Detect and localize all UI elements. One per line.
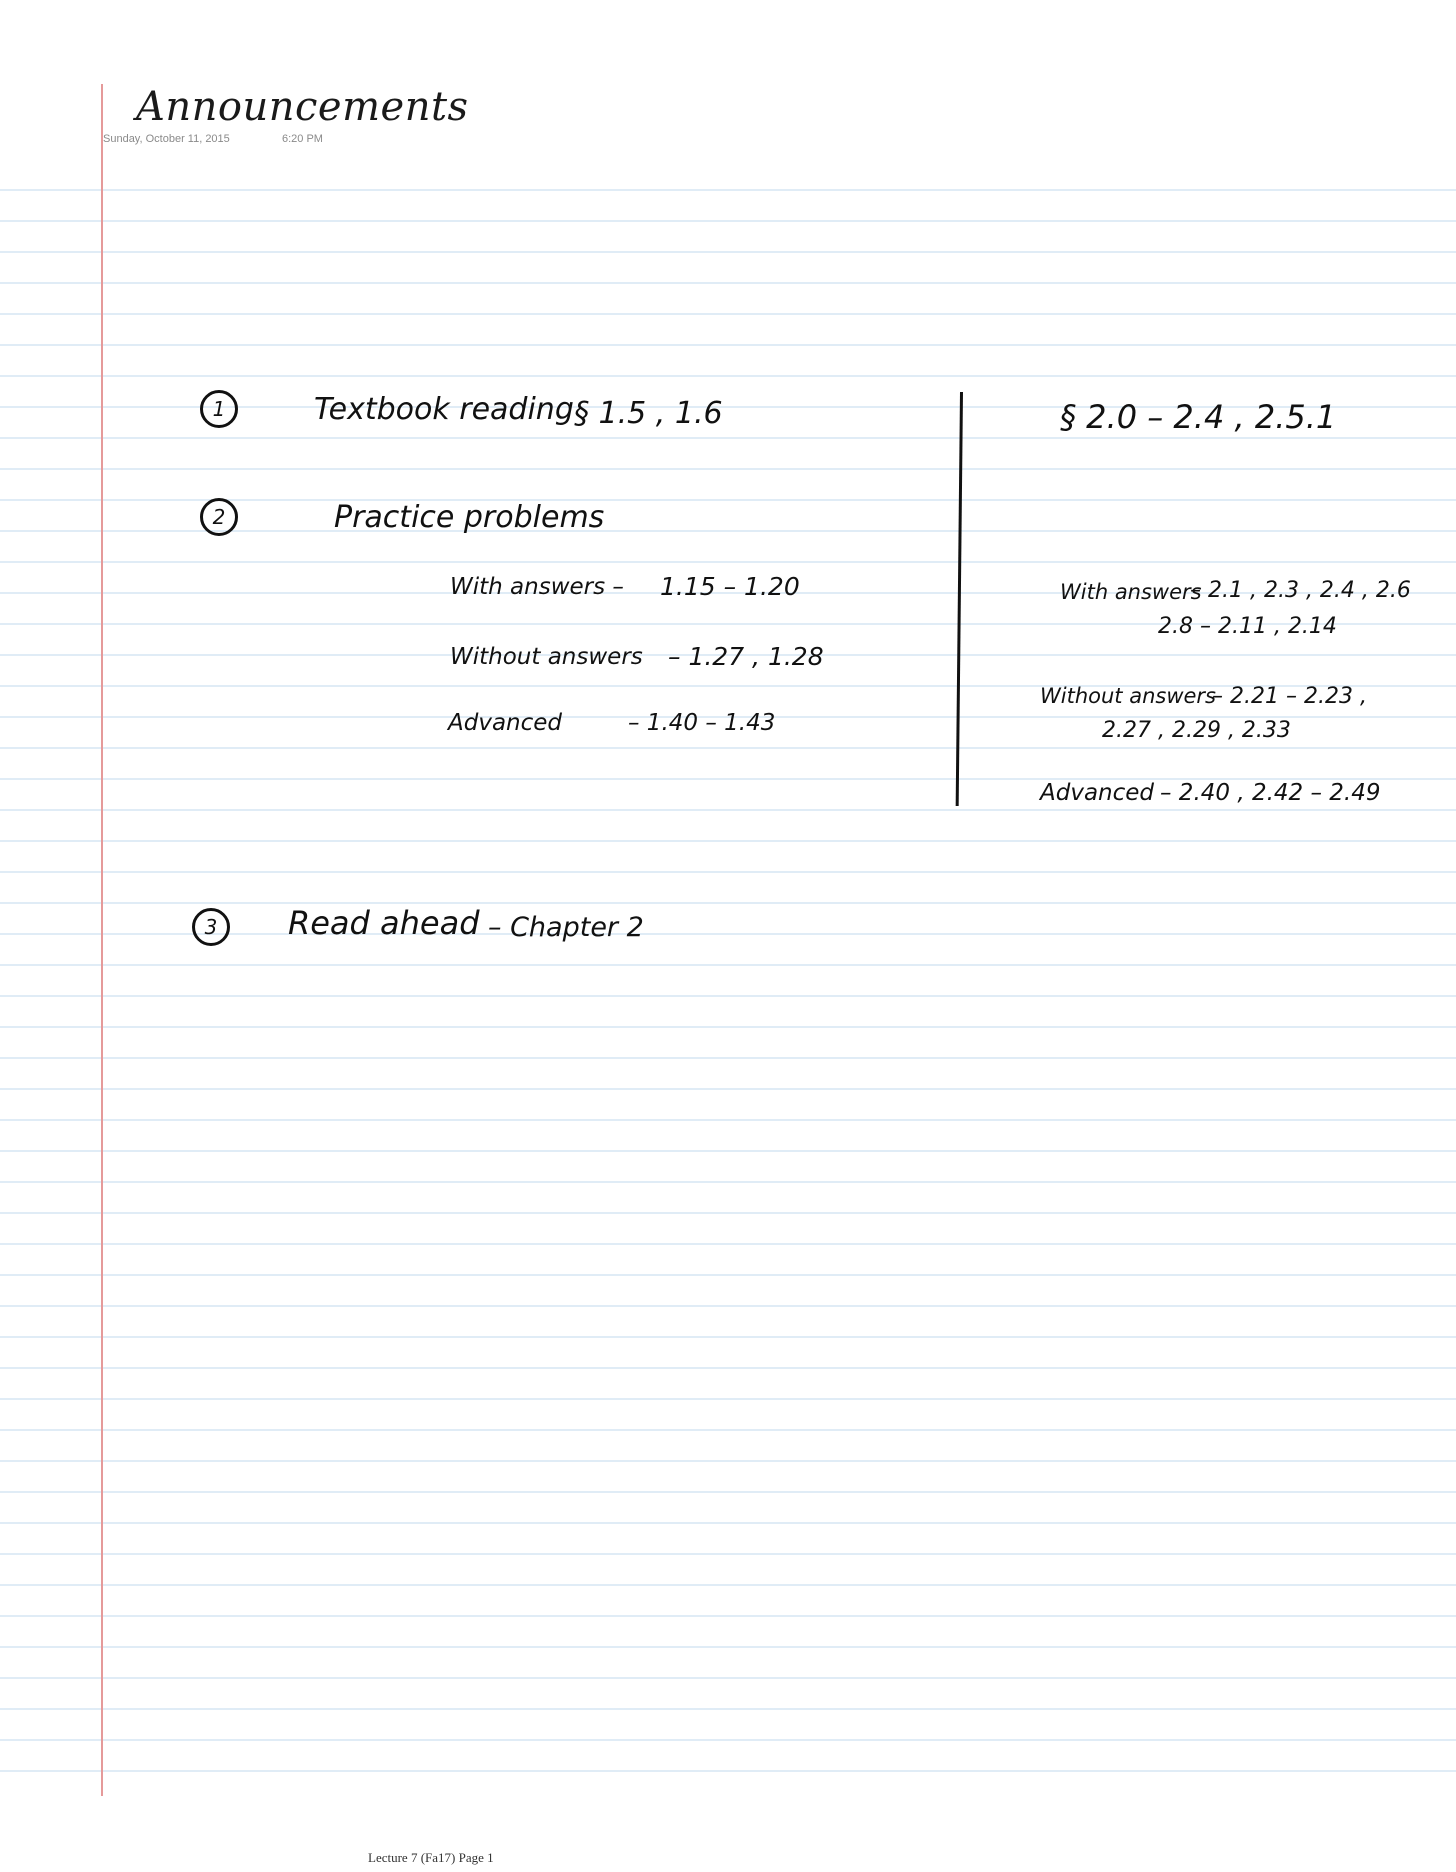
right-advanced-value: – 2.40 , 2.42 – 2.49 [1160,780,1381,806]
left-advanced-label: Advanced [448,710,563,736]
item-number-3: 3 [192,908,230,946]
page-footer: Lecture 7 (Fa17) Page 1 [368,1850,494,1865]
read-ahead-value: – Chapter 2 [488,912,644,943]
right-with-answers-value-2: 2.8 – 2.11 , 2.14 [1158,614,1337,639]
left-without-answers-value: – 1.27 , 1.28 [668,642,824,671]
page-time: 6:20 PM [282,133,323,145]
right-without-answers-value: – 2.21 – 2.23 , [1212,684,1367,709]
left-with-answers-value: 1.15 – 1.20 [660,572,800,601]
left-advanced-value: – 1.40 – 1.43 [628,710,776,736]
page-date: Sunday, October 11, 2015 [103,133,230,145]
item-number-2: 2 [200,498,238,536]
margin-line [101,84,103,1796]
practice-problems-label: Practice problems [334,500,605,535]
textbook-reading-left: § 1.5 , 1.6 [574,396,723,431]
right-with-answers-value: – 2.1 , 2.3 , 2.4 , 2.6 [1190,578,1411,603]
right-with-answers-label: With answers [1060,580,1202,604]
textbook-reading-right: § 2.0 – 2.4 , 2.5.1 [1060,398,1337,436]
read-ahead-label: Read ahead [288,904,480,942]
left-without-answers-label: Without answers [450,644,643,670]
page-title: Announcements [136,84,469,130]
right-advanced-label: Advanced [1040,780,1155,806]
right-without-answers-label: Without answers [1040,684,1216,708]
left-with-answers-label: With answers – [450,574,624,600]
item-number-1: 1 [200,390,238,428]
right-without-answers-value-2: 2.27 , 2.29 , 2.33 [1102,718,1291,743]
textbook-reading-label: Textbook reading [314,392,574,427]
